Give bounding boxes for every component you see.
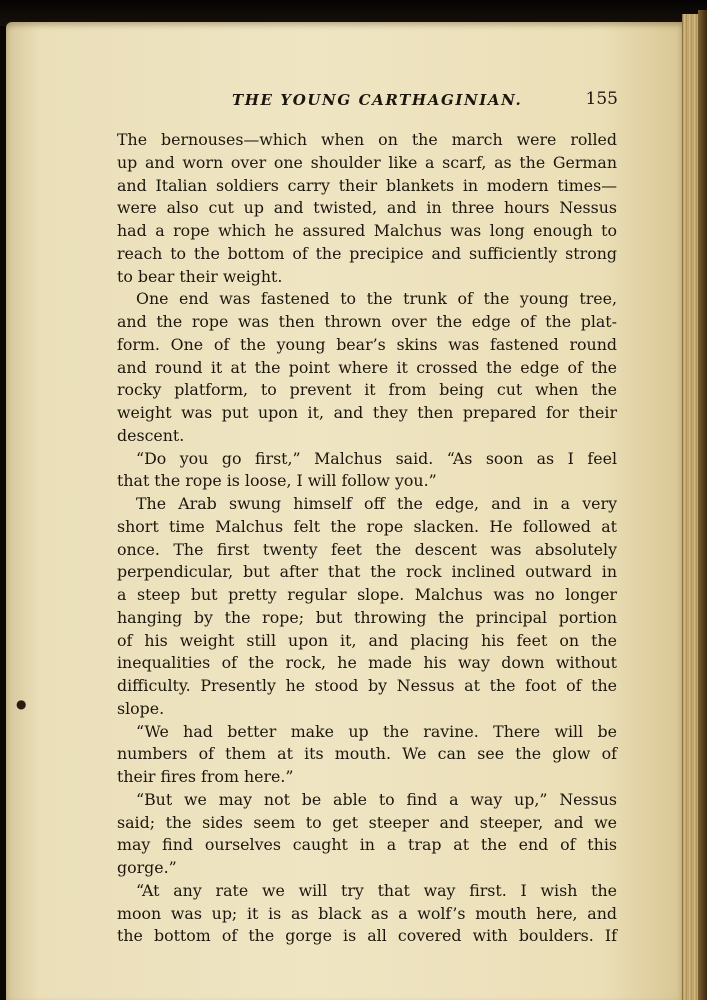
text-line: weight was put upon it, and they then prepared for their — [117, 403, 617, 422]
text-line: once. The first twenty feet the descent was absolutely — [117, 539, 617, 559]
text-line: difficulty. Presently he stood by Nessus at the foot of the — [117, 676, 617, 695]
text-line: the bottom of the gorge is all covered with boulders. If — [117, 926, 617, 946]
text-line: may find ourselves caught in a trap at the end of this — [117, 835, 617, 855]
text-line: that the rope is loose, I will follow you.” — [117, 471, 437, 491]
text-line: were also cut up and twisted, and in three hours Nessus — [117, 198, 617, 218]
text-line: had a rope which he assured Malchus was long enough to — [117, 221, 617, 240]
text-line: perpendicular, but after that the rock inclined outward in — [117, 562, 617, 582]
text-line: moon was up; it is as black as a wolf’s mouth here, and — [117, 903, 617, 923]
text-line: and round it at the point where it crossed the edge of the — [117, 357, 617, 377]
text-line: reach to the bottom of the precipice and sufficiently strong — [117, 243, 617, 263]
text-line: to bear their weight. — [117, 266, 283, 286]
text-line: said; the sides seem to get steeper and steeper, and we — [117, 812, 617, 832]
text-line: “Do you go first,” Malchus said. “As soon as I feel — [136, 448, 617, 468]
text-line: The bernouses—which when on the march were rolled — [117, 130, 617, 149]
text-line: “At any rate we will try that way first. I wish the — [136, 880, 617, 900]
text-line: form. One of the young bear’s skins was fastened round — [117, 334, 617, 354]
text-line: “We had better make up the ravine. There will be — [136, 721, 617, 741]
margin-speck: ● — [16, 697, 27, 711]
page-header — [232, 91, 618, 115]
text-line: One end was fastened to the trunk of the young tree, — [136, 289, 617, 309]
text-line: their fires from here.” — [117, 767, 294, 786]
text-line: gorge.” — [117, 858, 177, 877]
text-line: inequalities of the rock, he made his way down without — [117, 653, 617, 673]
text-line: slope. — [117, 698, 165, 718]
text-line: descent. — [117, 425, 185, 445]
text-line: of his weight still upon it, and placing his feet on the — [117, 630, 617, 650]
text-line: “But we may not be able to find a way up,” Nessus — [136, 789, 617, 809]
text-line: numbers of them at its mouth. We can see the glow of — [117, 744, 617, 764]
text-line: hanging by the rope; but throwing the principal portion — [117, 607, 617, 627]
text-line: a steep but pretty regular slope. Malchus was no longer — [117, 585, 617, 604]
body-text — [117, 129, 617, 948]
text-line: rocky platform, to prevent it from being cut when the — [117, 380, 617, 400]
running-title: THE YOUNG CARTHAGINIAN. — [232, 91, 523, 109]
text-line: and Italian soldiers carry their blankets in modern times— — [117, 175, 617, 195]
text-line: and the rope was then thrown over the edge of the plat- — [117, 312, 617, 331]
text-line: short time Malchus felt the rope slacken. He followed at — [117, 516, 617, 536]
book-spine-shadow — [698, 10, 707, 1000]
text-line: The Arab swung himself off the edge, and in a very — [136, 494, 617, 513]
text-line: up and worn over one shoulder like a scarf, as the German — [117, 152, 617, 172]
page-number: 155 — [585, 89, 618, 109]
